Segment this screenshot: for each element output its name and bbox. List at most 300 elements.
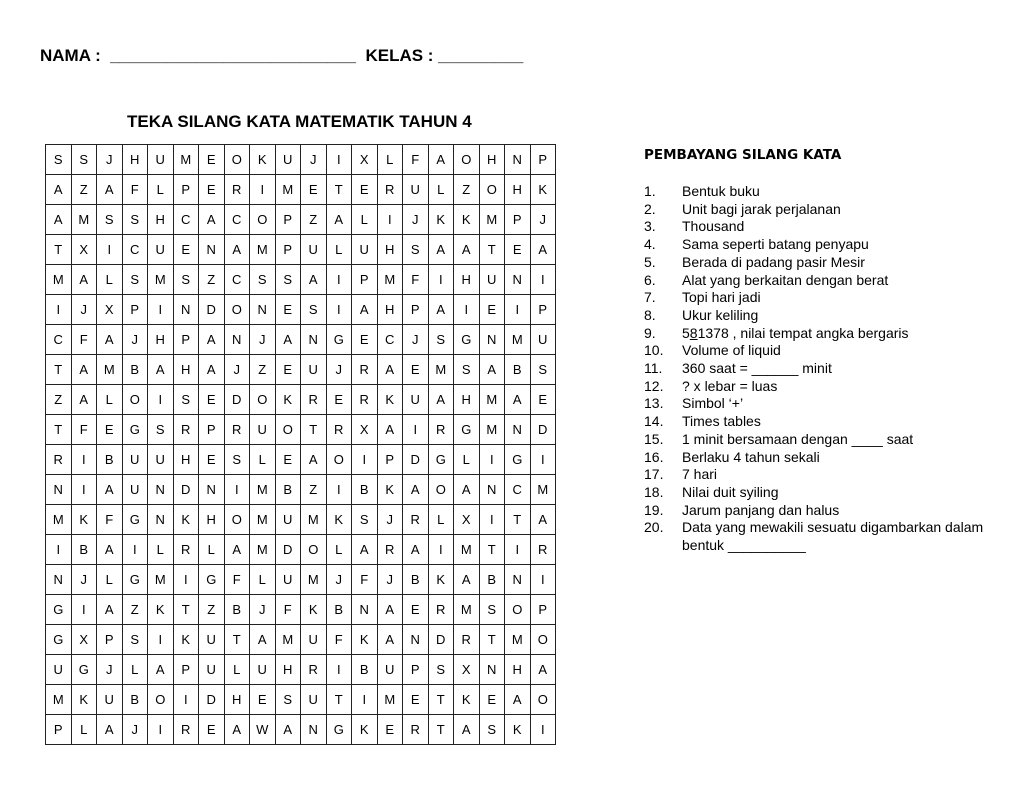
grid-cell: L	[250, 565, 276, 595]
grid-cell: A	[46, 175, 72, 205]
grid-cell: O	[224, 145, 250, 175]
grid-cell: Z	[46, 385, 72, 415]
grid-row	[46, 235, 556, 265]
grid-row	[46, 385, 556, 415]
grid-cell: S	[454, 355, 480, 385]
grid-cell: D	[530, 415, 556, 445]
grid-cell: Z	[301, 475, 327, 505]
grid-cell: P	[199, 415, 225, 445]
grid-cell: A	[505, 685, 531, 715]
grid-row	[46, 565, 556, 595]
grid-cell: A	[377, 415, 403, 445]
grid-cell: R	[454, 625, 480, 655]
grid-cell: F	[122, 175, 148, 205]
grid-cell: O	[122, 385, 148, 415]
word-search-grid	[45, 144, 556, 745]
grid-cell: N	[479, 325, 505, 355]
grid-cell: D	[224, 385, 250, 415]
grid-cell: B	[122, 355, 148, 385]
clue-item	[644, 502, 1004, 520]
grid-cell: M	[97, 355, 123, 385]
grid-cell: K	[530, 175, 556, 205]
grid-cell: S	[71, 145, 97, 175]
grid-cell: H	[148, 205, 174, 235]
grid-cell: R	[352, 385, 378, 415]
grid-cell: U	[275, 565, 301, 595]
grid-cell: A	[403, 475, 429, 505]
grid-row	[46, 415, 556, 445]
clue-item	[644, 395, 1004, 413]
clue-text: Alat yang berkaitan dengan berat	[682, 271, 889, 288]
clue-item	[644, 201, 1004, 219]
grid-cell: R	[326, 415, 352, 445]
grid-cell: E	[377, 715, 403, 745]
grid-cell: C	[377, 325, 403, 355]
grid-cell: A	[224, 715, 250, 745]
grid-cell: O	[224, 295, 250, 325]
clue-item	[644, 254, 1004, 272]
grid-cell: J	[250, 325, 276, 355]
grid-cell: I	[173, 685, 199, 715]
grid-cell: O	[505, 595, 531, 625]
clue-number: 7.	[644, 289, 656, 306]
clue-item	[644, 183, 1004, 201]
grid-cell: N	[403, 625, 429, 655]
grid-cell: R	[301, 385, 327, 415]
grid-cell: M	[148, 565, 174, 595]
grid-cell: Z	[250, 355, 276, 385]
grid-cell: L	[224, 655, 250, 685]
grid-cell: F	[71, 415, 97, 445]
grid-cell: U	[250, 415, 276, 445]
grid-cell: M	[148, 265, 174, 295]
grid-cell: F	[224, 565, 250, 595]
grid-cell: A	[352, 535, 378, 565]
grid-cell: T	[301, 415, 327, 445]
clue-item	[644, 325, 1004, 343]
clue-number: 13.	[644, 395, 664, 412]
grid-cell: U	[403, 175, 429, 205]
grid-cell: R	[530, 535, 556, 565]
grid-cell: U	[148, 235, 174, 265]
grid-cell: A	[97, 175, 123, 205]
grid-cell: T	[46, 235, 72, 265]
grid-cell: A	[97, 715, 123, 745]
grid-cell: H	[505, 175, 531, 205]
grid-cell: K	[173, 505, 199, 535]
grid-cell: R	[403, 715, 429, 745]
grid-cell: J	[403, 325, 429, 355]
grid-cell: P	[275, 205, 301, 235]
grid-cell: R	[428, 415, 454, 445]
grid-cell: A	[71, 355, 97, 385]
grid-cell: O	[428, 475, 454, 505]
grid-cell: K	[71, 685, 97, 715]
clue-text: 1 minit bersamaan dengan ____ saat	[682, 430, 914, 447]
grid-cell: S	[301, 295, 327, 325]
grid-cell: K	[352, 625, 378, 655]
grid-cell: K	[377, 385, 403, 415]
grid-cell: J	[71, 565, 97, 595]
grid-cell: P	[505, 205, 531, 235]
grid-cell: I	[326, 655, 352, 685]
grid-cell: I	[224, 475, 250, 505]
grid-cell: G	[454, 325, 480, 355]
grid-cell: R	[377, 175, 403, 205]
grid-cell: H	[505, 655, 531, 685]
grid-cell: R	[352, 355, 378, 385]
clue-number: 6.	[644, 271, 656, 288]
grid-cell: L	[97, 385, 123, 415]
grid-cell: N	[505, 265, 531, 295]
grid-cell: L	[97, 265, 123, 295]
grid-cell: M	[250, 505, 276, 535]
clue-item	[644, 378, 1004, 396]
grid-cell: R	[173, 415, 199, 445]
grid-cell: E	[352, 175, 378, 205]
grid-cell: A	[530, 655, 556, 685]
grid-cell: K	[326, 505, 352, 535]
grid-cell: G	[199, 565, 225, 595]
grid-cell: E	[530, 385, 556, 415]
grid-row	[46, 355, 556, 385]
grid-cell: I	[326, 475, 352, 505]
grid-cell: B	[403, 565, 429, 595]
grid-cell: I	[148, 715, 174, 745]
clues-heading: PEMBAYANG SILANG KATA	[644, 147, 842, 163]
grid-cell: X	[97, 295, 123, 325]
grid-cell: J	[530, 205, 556, 235]
grid-cell: E	[275, 355, 301, 385]
grid-cell: O	[301, 535, 327, 565]
grid-cell: L	[148, 535, 174, 565]
grid-cell: U	[530, 325, 556, 355]
grid-cell: Z	[301, 205, 327, 235]
grid-cell: S	[479, 595, 505, 625]
grid-cell: K	[428, 565, 454, 595]
clue-item	[644, 342, 1004, 360]
grid-cell: A	[71, 385, 97, 415]
grid-cell: S	[46, 145, 72, 175]
grid-cell: P	[97, 625, 123, 655]
grid-cell: C	[505, 475, 531, 505]
grid-cell: L	[71, 715, 97, 745]
grid-cell: R	[173, 715, 199, 745]
grid-row	[46, 145, 556, 175]
grid-cell: W	[250, 715, 276, 745]
grid-cell: E	[403, 595, 429, 625]
clue-number: 8.	[644, 306, 656, 323]
clue-text: 7 hari	[682, 466, 718, 483]
grid-cell: A	[199, 355, 225, 385]
grid-cell: E	[199, 445, 225, 475]
grid-cell: T	[224, 625, 250, 655]
grid-cell: I	[71, 595, 97, 625]
grid-cell: A	[97, 475, 123, 505]
clue-item	[644, 218, 1004, 236]
grid-cell: H	[275, 655, 301, 685]
clue-number: 17.	[644, 466, 664, 483]
grid-cell: N	[479, 655, 505, 685]
grid-cell: I	[530, 265, 556, 295]
grid-cell: M	[377, 685, 403, 715]
grid-cell: T	[479, 235, 505, 265]
grid-row	[46, 475, 556, 505]
grid-cell: J	[301, 145, 327, 175]
grid-cell: S	[250, 265, 276, 295]
clue-text: Sama seperti batang penyapu	[682, 236, 869, 253]
grid-cell: M	[505, 325, 531, 355]
grid-cell: D	[275, 535, 301, 565]
grid-cell: X	[71, 625, 97, 655]
grid-cell: A	[377, 595, 403, 625]
grid-cell: H	[454, 385, 480, 415]
clue-number: 2.	[644, 200, 656, 217]
grid-row	[46, 445, 556, 475]
grid-cell: I	[173, 565, 199, 595]
grid-cell: X	[352, 415, 378, 445]
grid-cell: P	[403, 655, 429, 685]
grid-cell: A	[326, 205, 352, 235]
grid-cell: O	[224, 505, 250, 535]
grid-cell: P	[275, 235, 301, 265]
grid-cell: U	[199, 655, 225, 685]
grid-cell: H	[199, 505, 225, 535]
grid-cell: P	[173, 325, 199, 355]
grid-cell: O	[250, 205, 276, 235]
clue-item	[644, 307, 1004, 325]
clue-number: 11.	[644, 360, 663, 377]
grid-cell: O	[275, 415, 301, 445]
grid-cell: K	[454, 205, 480, 235]
grid-cell: G	[122, 415, 148, 445]
grid-cell: T	[479, 625, 505, 655]
clue-number: 3.	[644, 218, 656, 235]
grid-cell: I	[97, 235, 123, 265]
grid-cell: M	[46, 265, 72, 295]
grid-cell: F	[403, 145, 429, 175]
grid-cell: H	[377, 235, 403, 265]
grid-cell: J	[224, 355, 250, 385]
grid-cell: E	[199, 385, 225, 415]
grid-cell: B	[224, 595, 250, 625]
grid-cell: E	[505, 235, 531, 265]
clue-text: Topi hari jadi	[682, 289, 761, 306]
grid-cell: F	[352, 565, 378, 595]
grid-cell: R	[46, 445, 72, 475]
grid-cell: A	[530, 235, 556, 265]
clue-item	[644, 431, 1004, 449]
grid-cell: D	[199, 685, 225, 715]
grid-cell: L	[428, 505, 454, 535]
grid-cell: B	[479, 565, 505, 595]
grid-cell: T	[46, 415, 72, 445]
grid-cell: N	[46, 475, 72, 505]
grid-cell: O	[530, 685, 556, 715]
grid-cell: F	[403, 265, 429, 295]
grid-cell: K	[377, 475, 403, 505]
grid-cell: R	[428, 595, 454, 625]
clue-number: 19.	[644, 501, 664, 518]
grid-cell: I	[46, 295, 72, 325]
grid-cell: A	[224, 535, 250, 565]
grid-cell: J	[97, 145, 123, 175]
grid-cell: S	[173, 265, 199, 295]
clue-text: Berlaku 4 tahun sekali	[682, 448, 820, 465]
grid-cell: I	[352, 445, 378, 475]
grid-row	[46, 685, 556, 715]
grid-cell: I	[530, 445, 556, 475]
grid-cell: J	[403, 205, 429, 235]
grid-cell: A	[428, 235, 454, 265]
grid-cell: K	[301, 595, 327, 625]
clue-item	[644, 360, 1004, 378]
grid-cell: Z	[71, 175, 97, 205]
grid-cell: M	[275, 625, 301, 655]
grid-cell: L	[326, 235, 352, 265]
grid-cell: H	[454, 265, 480, 295]
grid-cell: E	[326, 385, 352, 415]
clue-text: Jarum panjang dan halus	[682, 501, 840, 518]
grid-cell: I	[250, 175, 276, 205]
grid-cell: M	[250, 535, 276, 565]
grid-cell: J	[97, 655, 123, 685]
grid-cell: O	[250, 385, 276, 415]
grid-cell: M	[505, 625, 531, 655]
grid-cell: U	[97, 685, 123, 715]
grid-cell: G	[326, 325, 352, 355]
grid-cell: A	[71, 265, 97, 295]
grid-cell: A	[454, 235, 480, 265]
grid-cell: C	[224, 205, 250, 235]
grid-cell: E	[479, 685, 505, 715]
grid-cell: U	[148, 145, 174, 175]
grid-cell: P	[173, 655, 199, 685]
grid-cell: M	[454, 595, 480, 625]
grid-cell: A	[97, 325, 123, 355]
clue-item	[644, 272, 1004, 290]
grid-cell: P	[530, 295, 556, 325]
grid-cell: L	[454, 445, 480, 475]
clue-text: Unit bagi jarak perjalanan	[682, 200, 841, 217]
clue-text: Ukur keliling	[682, 306, 759, 323]
grid-row	[46, 175, 556, 205]
grid-cell: U	[301, 355, 327, 385]
grid-cell: B	[352, 655, 378, 685]
grid-cell: K	[352, 715, 378, 745]
grid-cell: T	[505, 505, 531, 535]
grid-cell: I	[530, 565, 556, 595]
grid-cell: U	[301, 625, 327, 655]
grid-cell: H	[148, 325, 174, 355]
grid-cell: G	[122, 505, 148, 535]
clue-number: 18.	[644, 483, 664, 500]
grid-cell: J	[377, 565, 403, 595]
grid-row	[46, 505, 556, 535]
grid-cell: E	[173, 235, 199, 265]
grid-cell: H	[377, 295, 403, 325]
grid-cell: U	[122, 445, 148, 475]
grid-cell: E	[199, 145, 225, 175]
grid-cell: S	[275, 685, 301, 715]
grid-cell: G	[505, 445, 531, 475]
grid-cell: S	[122, 205, 148, 235]
grid-cell: A	[428, 385, 454, 415]
grid-cell: N	[199, 475, 225, 505]
clue-number: 14.	[644, 413, 664, 430]
grid-cell: C	[224, 265, 250, 295]
grid-cell: G	[122, 565, 148, 595]
grid-cell: A	[97, 535, 123, 565]
grid-cell: U	[250, 655, 276, 685]
grid-cell: K	[454, 685, 480, 715]
grid-cell: M	[173, 145, 199, 175]
grid-cell: U	[479, 265, 505, 295]
grid-cell: M	[454, 535, 480, 565]
grid-cell: C	[122, 235, 148, 265]
grid-cell: S	[530, 355, 556, 385]
grid-cell: M	[479, 205, 505, 235]
grid-cell: U	[199, 625, 225, 655]
grid-cell: E	[352, 325, 378, 355]
grid-row	[46, 625, 556, 655]
clue-text: Volume of liquid	[682, 342, 781, 359]
grid-cell: D	[403, 445, 429, 475]
grid-cell: I	[530, 715, 556, 745]
grid-cell: L	[250, 445, 276, 475]
grid-cell: L	[377, 145, 403, 175]
grid-cell: A	[479, 355, 505, 385]
grid-cell: E	[479, 295, 505, 325]
grid-cell: T	[326, 175, 352, 205]
clue-item	[644, 413, 1004, 431]
grid-cell: S	[428, 655, 454, 685]
clue-item	[644, 449, 1004, 467]
grid-cell: L	[352, 205, 378, 235]
grid-cell: O	[326, 445, 352, 475]
grid-cell: H	[224, 685, 250, 715]
grid-cell: U	[377, 655, 403, 685]
grid-cell: C	[46, 325, 72, 355]
grid-cell: O	[530, 625, 556, 655]
grid-cell: I	[377, 205, 403, 235]
clue-item	[644, 484, 1004, 502]
clue-text: Data yang mewakili sesuatu digambarkan dalam bentuk __________	[682, 519, 984, 554]
grid-cell: A	[275, 325, 301, 355]
grid-cell: M	[46, 505, 72, 535]
grid-cell: T	[428, 685, 454, 715]
grid-cell: U	[46, 655, 72, 685]
grid-row	[46, 595, 556, 625]
grid-cell: I	[326, 295, 352, 325]
clue-text: 360 saat = ______ minit	[682, 360, 832, 377]
clue-text: ? x lebar = luas	[682, 377, 778, 394]
grid-cell: M	[530, 475, 556, 505]
grid-cell: M	[301, 505, 327, 535]
grid-cell: B	[122, 685, 148, 715]
grid-cell: U	[403, 385, 429, 415]
grid-cell: Z	[199, 595, 225, 625]
grid-row	[46, 715, 556, 745]
grid-cell: K	[148, 595, 174, 625]
clue-number: 5.	[644, 253, 656, 270]
grid-cell: U	[122, 475, 148, 505]
grid-cell: A	[530, 505, 556, 535]
grid-cell: S	[352, 505, 378, 535]
grid-cell: J	[377, 505, 403, 535]
grid-cell: I	[352, 685, 378, 715]
grid-cell: S	[148, 415, 174, 445]
